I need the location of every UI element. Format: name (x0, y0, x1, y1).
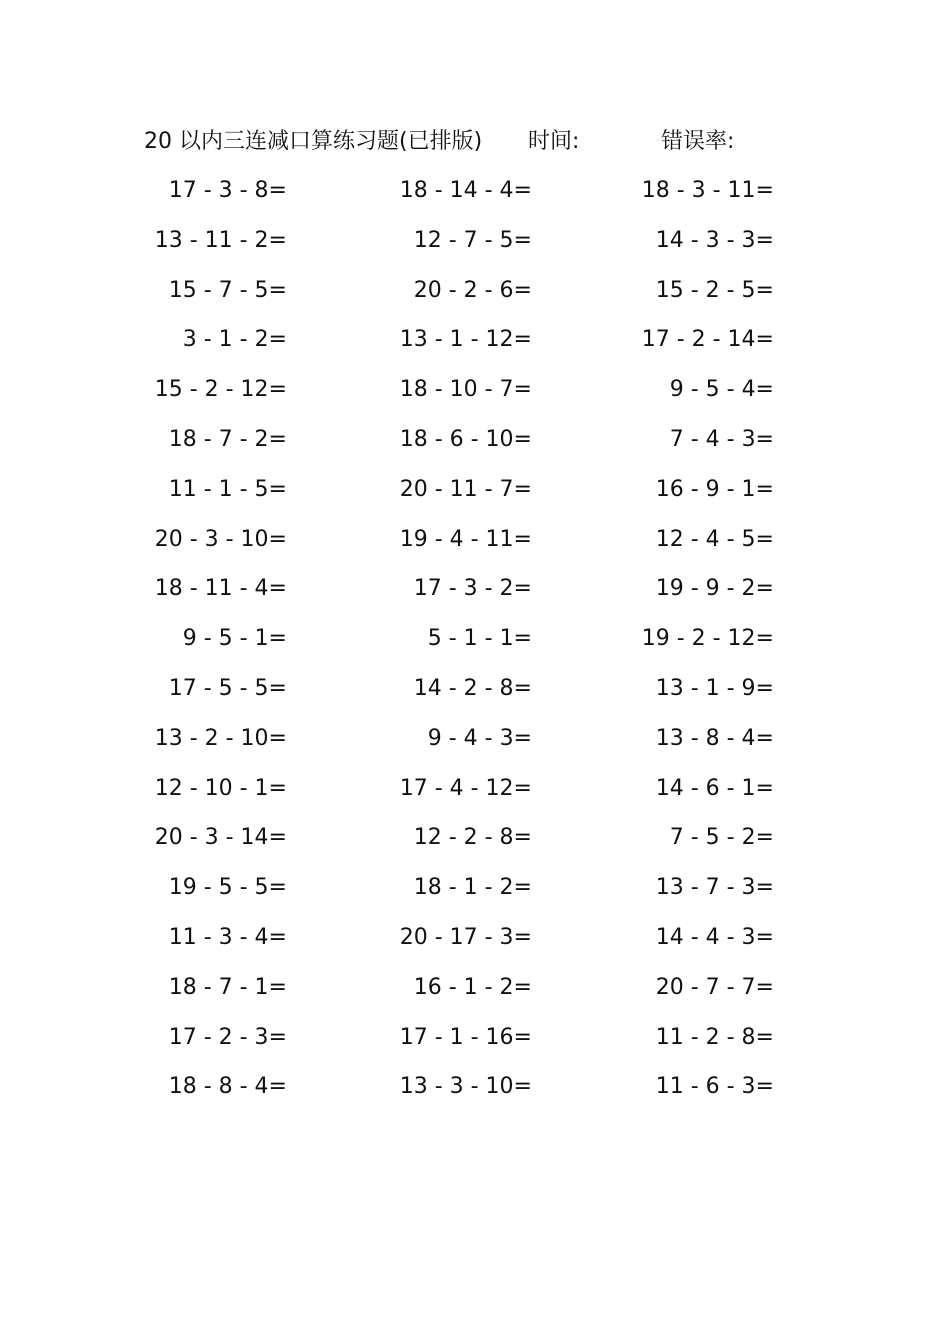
problem-row (0, 1021, 950, 1071)
math-problem: 9 - 5 - 1= (182, 626, 287, 652)
math-problem: 11 - 3 - 4= (168, 924, 287, 950)
math-problem: 14 - 4 - 3= (655, 924, 774, 950)
math-problem: 19 - 4 - 11= (399, 526, 532, 552)
problem-row (0, 772, 950, 822)
problem-row (0, 821, 950, 871)
problem-row (0, 523, 950, 573)
math-problem: 11 - 1 - 5= (168, 476, 287, 502)
math-problem: 12 - 4 - 5= (655, 526, 774, 552)
math-problem: 17 - 1 - 16= (399, 1024, 532, 1050)
math-problem: 15 - 2 - 5= (655, 277, 774, 303)
math-problem: 19 - 5 - 5= (168, 875, 287, 901)
math-problem: 18 - 7 - 1= (168, 974, 287, 1000)
time-label: 时间: (528, 129, 580, 154)
math-problem: 14 - 2 - 8= (413, 675, 532, 701)
math-problem: 17 - 5 - 5= (168, 675, 287, 701)
math-problem: 20 - 3 - 14= (154, 825, 287, 851)
math-problem: 14 - 3 - 3= (655, 227, 774, 253)
problem-row (0, 373, 950, 423)
math-problem: 5 - 1 - 1= (427, 626, 532, 652)
problem-row (0, 274, 950, 324)
math-problem: 20 - 3 - 10= (154, 526, 287, 552)
problem-grid (0, 174, 950, 1120)
math-problem: 20 - 7 - 7= (655, 974, 774, 1000)
math-problem: 19 - 9 - 2= (655, 576, 774, 602)
math-problem: 12 - 2 - 8= (413, 825, 532, 851)
problem-row (0, 572, 950, 622)
problem-row (0, 174, 950, 224)
math-problem: 14 - 6 - 1= (655, 775, 774, 801)
problem-row (0, 871, 950, 921)
problem-row (0, 423, 950, 473)
math-problem: 18 - 6 - 10= (399, 426, 532, 452)
math-problem: 17 - 2 - 3= (168, 1024, 287, 1050)
math-problem: 12 - 7 - 5= (413, 227, 532, 253)
math-problem: 7 - 5 - 2= (669, 825, 774, 851)
math-problem: 17 - 2 - 14= (641, 327, 774, 353)
error-rate-label: 错误率: (661, 129, 735, 154)
math-problem: 15 - 7 - 5= (168, 277, 287, 303)
math-problem: 13 - 8 - 4= (655, 725, 774, 751)
math-problem: 19 - 2 - 12= (641, 626, 774, 652)
problem-row (0, 224, 950, 274)
math-problem: 20 - 2 - 6= (413, 277, 532, 303)
math-problem: 18 - 10 - 7= (399, 377, 532, 403)
problem-row (0, 1070, 950, 1120)
math-problem: 18 - 1 - 2= (413, 875, 532, 901)
problem-row (0, 473, 950, 523)
problem-row (0, 323, 950, 373)
math-problem: 9 - 5 - 4= (669, 377, 774, 403)
math-problem: 13 - 3 - 10= (399, 1074, 532, 1100)
math-problem: 13 - 1 - 12= (399, 327, 532, 353)
math-problem: 12 - 10 - 1= (154, 775, 287, 801)
problem-row (0, 622, 950, 672)
math-problem: 11 - 2 - 8= (655, 1024, 774, 1050)
math-problem: 20 - 11 - 7= (399, 476, 532, 502)
math-problem: 20 - 17 - 3= (399, 924, 532, 950)
math-problem: 11 - 6 - 3= (655, 1074, 774, 1100)
math-problem: 13 - 2 - 10= (154, 725, 287, 751)
math-problem: 3 - 1 - 2= (182, 327, 287, 353)
worksheet-header (0, 126, 950, 158)
math-problem: 7 - 4 - 3= (669, 426, 774, 452)
math-problem: 13 - 7 - 3= (655, 875, 774, 901)
math-problem: 17 - 3 - 8= (168, 178, 287, 203)
math-problem: 17 - 4 - 12= (399, 775, 532, 801)
problem-row (0, 971, 950, 1021)
math-problem: 18 - 14 - 4= (399, 178, 532, 203)
worksheet-title: 20 以内三连减口算练习题(已排版) (144, 129, 483, 154)
math-problem: 15 - 2 - 12= (154, 377, 287, 403)
math-problem: 16 - 1 - 2= (413, 974, 532, 1000)
math-problem: 9 - 4 - 3= (427, 725, 532, 751)
problem-row (0, 672, 950, 722)
math-problem: 13 - 11 - 2= (154, 227, 287, 253)
math-problem: 18 - 7 - 2= (168, 426, 287, 452)
math-problem: 17 - 3 - 2= (413, 576, 532, 602)
math-problem: 16 - 9 - 1= (655, 476, 774, 502)
math-problem: 13 - 1 - 9= (655, 675, 774, 701)
math-problem: 18 - 3 - 11= (641, 178, 774, 203)
problem-row (0, 921, 950, 971)
math-problem: 18 - 11 - 4= (154, 576, 287, 602)
math-problem: 18 - 8 - 4= (168, 1074, 287, 1100)
problem-row (0, 722, 950, 772)
